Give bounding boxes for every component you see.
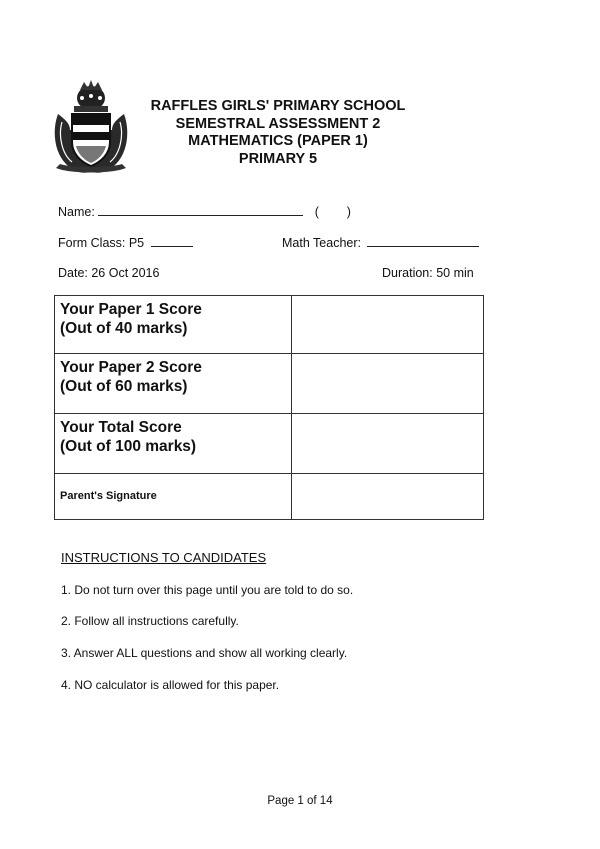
instructions-heading: INSTRUCTIONS TO CANDIDATES xyxy=(61,550,267,565)
form-class-row xyxy=(58,236,193,250)
total-score-cell[interactable] xyxy=(292,414,484,474)
form-class-field[interactable] xyxy=(151,246,193,247)
math-teacher-row xyxy=(282,236,479,250)
name-field[interactable] xyxy=(98,215,303,216)
score-table xyxy=(54,295,484,520)
total-score-label: Your Total Score (Out of 100 marks) xyxy=(55,414,292,474)
instruction-item: 4. NO calculator is allowed for this paper. xyxy=(61,678,280,692)
paper1-score-cell[interactable] xyxy=(292,296,484,354)
subject-title: MATHEMATICS (PAPER 1) xyxy=(188,133,368,149)
header-block xyxy=(118,98,438,168)
assessment-title: SEMESTRAL ASSESSMENT 2 xyxy=(175,115,381,132)
form-class-label: Form Class: P5 xyxy=(58,236,145,250)
parent-signature-cell[interactable] xyxy=(292,474,484,520)
instruction-item: 3. Answer ALL questions and show all working clearly. xyxy=(61,646,348,660)
instruction-item: 1. Do not turn over this page until you are told to do so. xyxy=(61,583,354,597)
table-row xyxy=(55,296,484,354)
name-row xyxy=(58,205,351,219)
instruction-item: 2. Follow all instructions carefully. xyxy=(61,614,239,628)
school-name: RAFFLES GIRLS' PRIMARY SCHOOL xyxy=(150,98,406,114)
level-title: PRIMARY 5 xyxy=(238,150,318,167)
register-number-field[interactable]: ( ) xyxy=(314,205,351,219)
table-row xyxy=(55,474,484,520)
paper2-score-cell[interactable] xyxy=(292,354,484,414)
duration-label: Duration: 50 min xyxy=(382,266,474,280)
paper2-score-label: Your Paper 2 Score (Out of 60 marks) xyxy=(55,354,292,414)
math-teacher-label: Math Teacher: xyxy=(282,236,361,250)
parent-signature-label: Parent's Signature xyxy=(55,474,292,520)
math-teacher-field[interactable] xyxy=(367,246,479,247)
date-label: Date: 26 Oct 2016 xyxy=(58,266,160,280)
paper1-score-label: Your Paper 1 Score (Out of 40 marks) xyxy=(55,296,292,354)
name-label: Name: xyxy=(58,205,95,219)
table-row xyxy=(55,414,484,474)
table-row xyxy=(55,354,484,414)
page-number: Page 1 of 14 xyxy=(267,795,333,807)
